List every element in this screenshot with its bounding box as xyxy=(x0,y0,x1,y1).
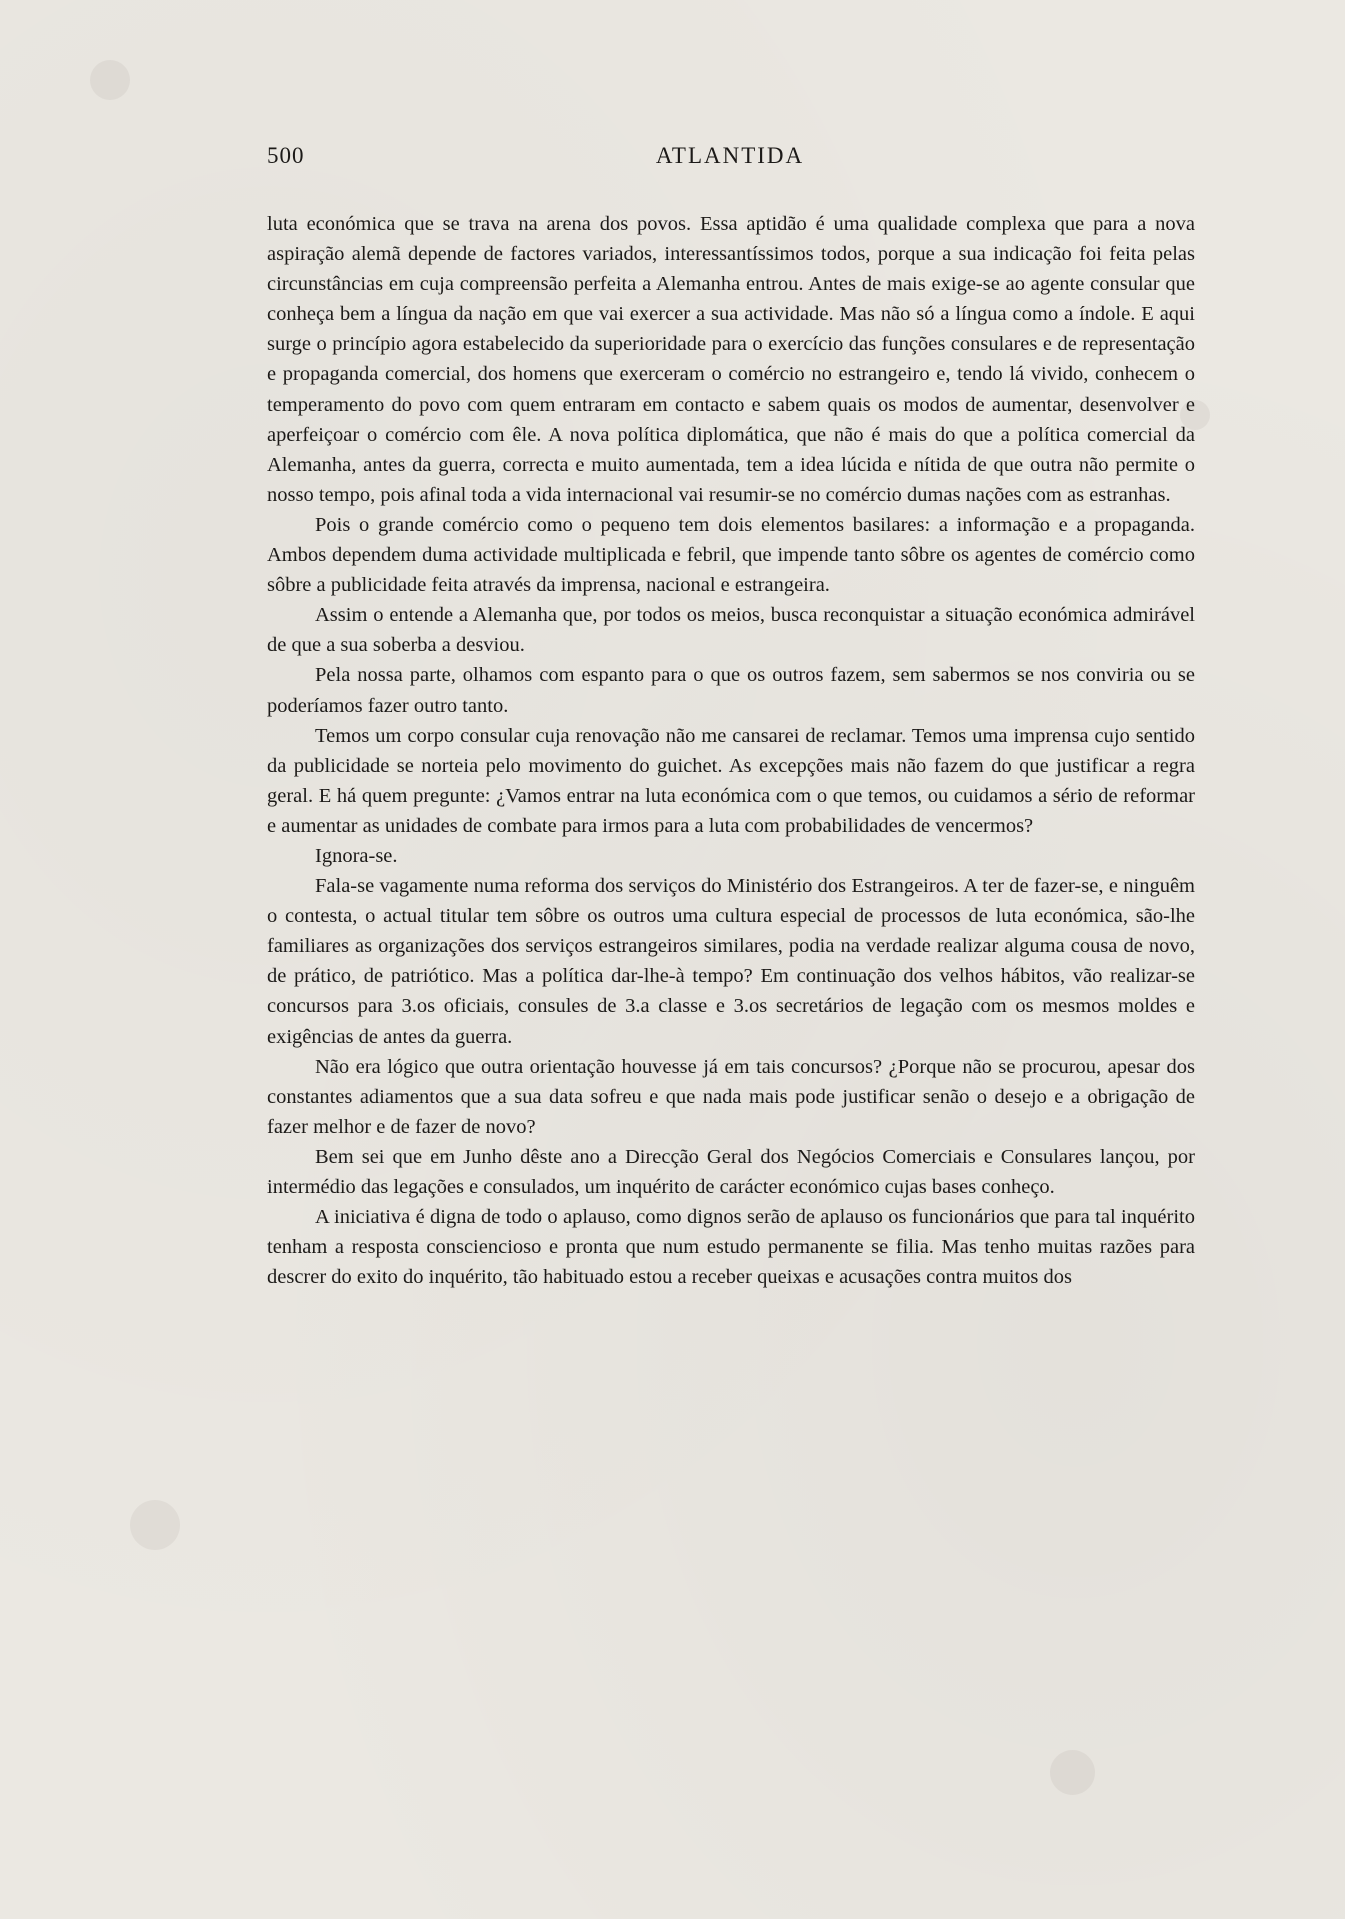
running-title: ATLANTIDA xyxy=(655,143,805,168)
paragraph: Pois o grande comércio como o pequeno tem dois elementos basilares: a informação e a propaganda. Ambos dependem duma actividade multiplicada e febril, que impende tanto sôbre os agentes de comércio como sôbre a publicidade feita através da imprensa, nacional e estrangeira. xyxy=(267,513,1195,597)
paragraph: Pela nossa parte, olhamos com espanto para o que os outros fazem, sem sabermos se nos conviria ou se poderíamos fazer outro tanto. xyxy=(267,664,1195,717)
page-number: 500 xyxy=(267,143,305,168)
paper-stain xyxy=(90,60,130,100)
article-body xyxy=(267,209,1195,1292)
paragraph: Fala-se vagamente numa reforma dos serviços do Ministério dos Estrangeiros. A ter de fazer-se, e ninguêm o contesta, o actual titular tem sôbre os outros uma cultura especial de processos de luta económica, são-lhe familiares as organizações dos serviços estrangeiros similares, podia na verdade realizar alguma cousa de novo, de prático, de patriótico. Mas a política dar-lhe-à tempo? Em continuação dos velhos hábitos, vão realizar-se concursos para 3.os oficiais, consules de 3.a classe e 3.os secretários de legação com os mesmos moldes e exigências de antes da guerra. xyxy=(267,875,1195,1048)
paper-stain xyxy=(130,1500,180,1550)
paragraph: Assim o entende a Alemanha que, por todos os meios, busca reconquistar a situação económica admirável de que a sua soberba a desviou. xyxy=(267,604,1195,657)
paragraph: Não era lógico que outra orientação houvesse já em tais concursos? ¿Porque não se procurou, apesar dos constantes adiamentos que a sua data sofreu e que nada mais pode justificar senão o desejo e a obrigação de fazer melhor e de fazer de novo? xyxy=(267,1055,1195,1138)
paragraph: A iniciativa é digna de todo o aplauso, como dignos serão de aplauso os funcionários que para tal inquérito tenham a resposta consciencioso e pronta que num estudo permanente se filia. Mas tenho muitas razões para descrer do exito do inquérito, tão habituado estou a receber queixas e acusações contra muitos dos xyxy=(267,1206,1195,1289)
paragraph: Temos um corpo consular cuja renovação não me cansarei de reclamar. Temos uma imprensa cujo sentido da publicidade se norteia pelo movimento do guichet. As excepções mais não fazem do que justificar a regra geral. E há quem pregunte: ¿Vamos entrar na luta económica com o que temos, ou cuidamos a sério de reformar e aumentar as unidades de combate para irmos para a luta com probabilidades de vencermos? xyxy=(267,724,1195,837)
paragraph: luta económica que se trava na arena dos povos. Essa aptidão é uma qualidade complexa que para a nova aspiração alemã depende de factores variados, interessantíssimos todos, porque a sua indicação foi feita pelas circunstâncias em cuja compreensão perfeita a Alemanha entrou. Antes de mais exige-se ao agente consular que conheça bem a língua da nação em que vai exercer a sua actividade. Mas não só a língua como a índole. E aqui surge o princípio agora estabelecido da superioridade para o exercício das funções consulares e de representação e propaganda comercial, dos homens que exerceram o comércio no estrangeiro e, tendo lá vivido, conhecem o temperamento do povo com quem entraram em contacto e sabem quais os modos de aumentar, desenvolver e aperfeiçoar o comércio com êle. A nova política diplomática, que não é mais do que a política comercial da Alemanha, antes da guerra, correcta e muito aumentada, tem a idea lúcida e nítida de que outra não permite o nosso tempo, pois afinal toda a vida internacional vai resumir-se no comércio dumas nações com as estranhas. xyxy=(267,213,1195,506)
page-header xyxy=(265,143,1195,177)
paper-stain xyxy=(1050,1750,1095,1795)
paragraph: Bem sei que em Junho dêste ano a Direcção Geral dos Negócios Comerciais e Consulares lançou, por intermédio das legações e consulados, um inquérito de carácter económico cujas bases conheço. xyxy=(267,1145,1195,1198)
paragraph: Ignora-se. xyxy=(315,844,398,867)
